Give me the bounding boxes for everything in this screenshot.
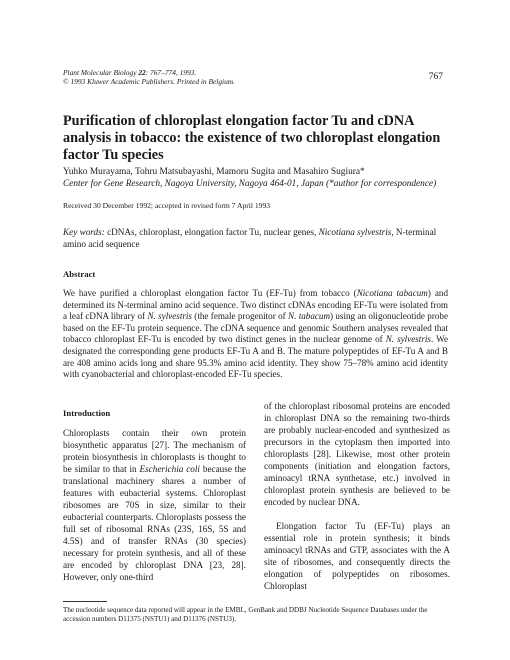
- intro-text: Chloroplasts contain their own protein biosynthetic apparatus [27]. The mechanism of protein biosynthesis in chloroplasts is thought to be similar to that in: [63, 428, 246, 474]
- journal-name: Plant Molecular Biology: [63, 68, 139, 77]
- keywords-label: Key words:: [63, 227, 105, 237]
- journal-line-1: [63, 68, 235, 77]
- paper-title: Purification of chloroplast elongation factor Tu and cDNA analysis in tobacco: the existence of two chloroplast elongation factor Tu species: [63, 113, 441, 163]
- abstract-text: ) using an oligonucleotide probe based on the EF-Tu protein sequence. The cDNA sequence and genomic Southern analyses revealed that tobacco chloroplast EF-Tu is encoded by two distinct genes in the nuclear genome of: [63, 311, 448, 345]
- introduction-left-column: [63, 427, 246, 583]
- footnote-rule: [63, 601, 107, 602]
- received-dates: Received 30 December 1992; accepted in revised form 7 April 1993: [63, 201, 271, 210]
- keywords-species: Nicotiana sylvestris: [318, 227, 392, 237]
- abstract-species: Nicotiana tabacum: [356, 288, 428, 298]
- intro-paragraph: of the chloroplast ribosomal proteins are encoded in chloroplast DNA so the remaining two-thirds are probably nuclear-encoded and synthesized as precursors in the cytoplasm then imported into chloroplasts [28]. Likewise, most other protein components (initiation and elongation factors, aminoacyl tRNA synthetase, etc.) involved in chloroplast protein synthesis are believed to be encoded by nuclear DNA.: [264, 401, 450, 507]
- journal-citation: [63, 68, 235, 86]
- footnote: The nucleotide sequence data reported will appear in the EMBL, GenBank and DDBJ Nucleotide Sequence Databases under the accession numbers D11375 (NSTU1) and D11376 (NSTU3).: [63, 606, 428, 623]
- intro-paragraph: Elongation factor Tu (EF-Tu) plays an essential role in protein synthesis; it binds aminoacyl tRNAs and GTP, associates with the A site of ribosomes, and consequently directs the elongation of polypeptides on ribosomes. Chloroplast: [264, 521, 450, 591]
- intro-species: Escherichia coli: [139, 464, 200, 474]
- page-number: 767: [428, 72, 443, 82]
- journal-line-2: © 1993 Kluwer Academic Publishers. Printed in Belgium.: [63, 77, 235, 86]
- introduction-right-column: [264, 400, 450, 592]
- abstract-species: N. sylvestris: [385, 334, 431, 345]
- keywords-text: cDNAs, chloroplast, elongation factor Tu, nuclear genes,: [104, 227, 319, 237]
- abstract-text: (the female progenitor of: [191, 311, 289, 322]
- keywords: [63, 226, 448, 250]
- abstract-species: N. sylvestris: [147, 311, 192, 322]
- affiliation: Center for Gene Research, Nagoya University, Nagoya 464-01, Japan (*author for correspondence): [63, 179, 437, 189]
- abstract-text: We have purified a chloroplast elongation factor Tu (EF-Tu) from tobacco (: [63, 288, 357, 298]
- journal-pages: : 767–774, 1993.: [145, 68, 197, 77]
- journal-volume: 22: [138, 68, 146, 77]
- abstract-heading: Abstract: [63, 269, 96, 279]
- abstract-text: ) and determined its N-terminal amino acid sequence. Two distinct cDNAs encoding EF-Tu were isolated from a leaf cDNA library of: [63, 288, 448, 322]
- keywords-text-end: , N-terminal amino acid sequence: [63, 227, 437, 249]
- abstract-text: . We designated the corresponding gene products EF-Tu A and B. The mature polypeptides of EF-Tu A and B are 408 amino acids long and share 95.3% amino acid identity. They show 75–78% amino acid identity with cyanobacterial and chloroplast-encoded EF-Tu species.: [63, 334, 448, 380]
- introduction-heading: Introduction: [63, 408, 111, 418]
- abstract-species: N. tabacum: [288, 311, 331, 322]
- abstract-body: [63, 288, 448, 381]
- author-list: Yuhko Murayama, Tohru Matsubayashi, Mamoru Sugita and Masahiro Sugiura*: [63, 167, 365, 177]
- intro-text: because the translational machinery shares a number of features with eubacterial systems. Chloroplast ribosomes are 70S in size, similar to their eubacterial counterparts. Chloroplasts possess the full set of ribosomal RNAs (23S, 16S, 5S and 4.5S) and of transfer RNAs (30 species) necessary for protein synthesis, and all of these are encoded by chloroplast DNA [23, 28]. However, only one-third: [63, 464, 246, 582]
